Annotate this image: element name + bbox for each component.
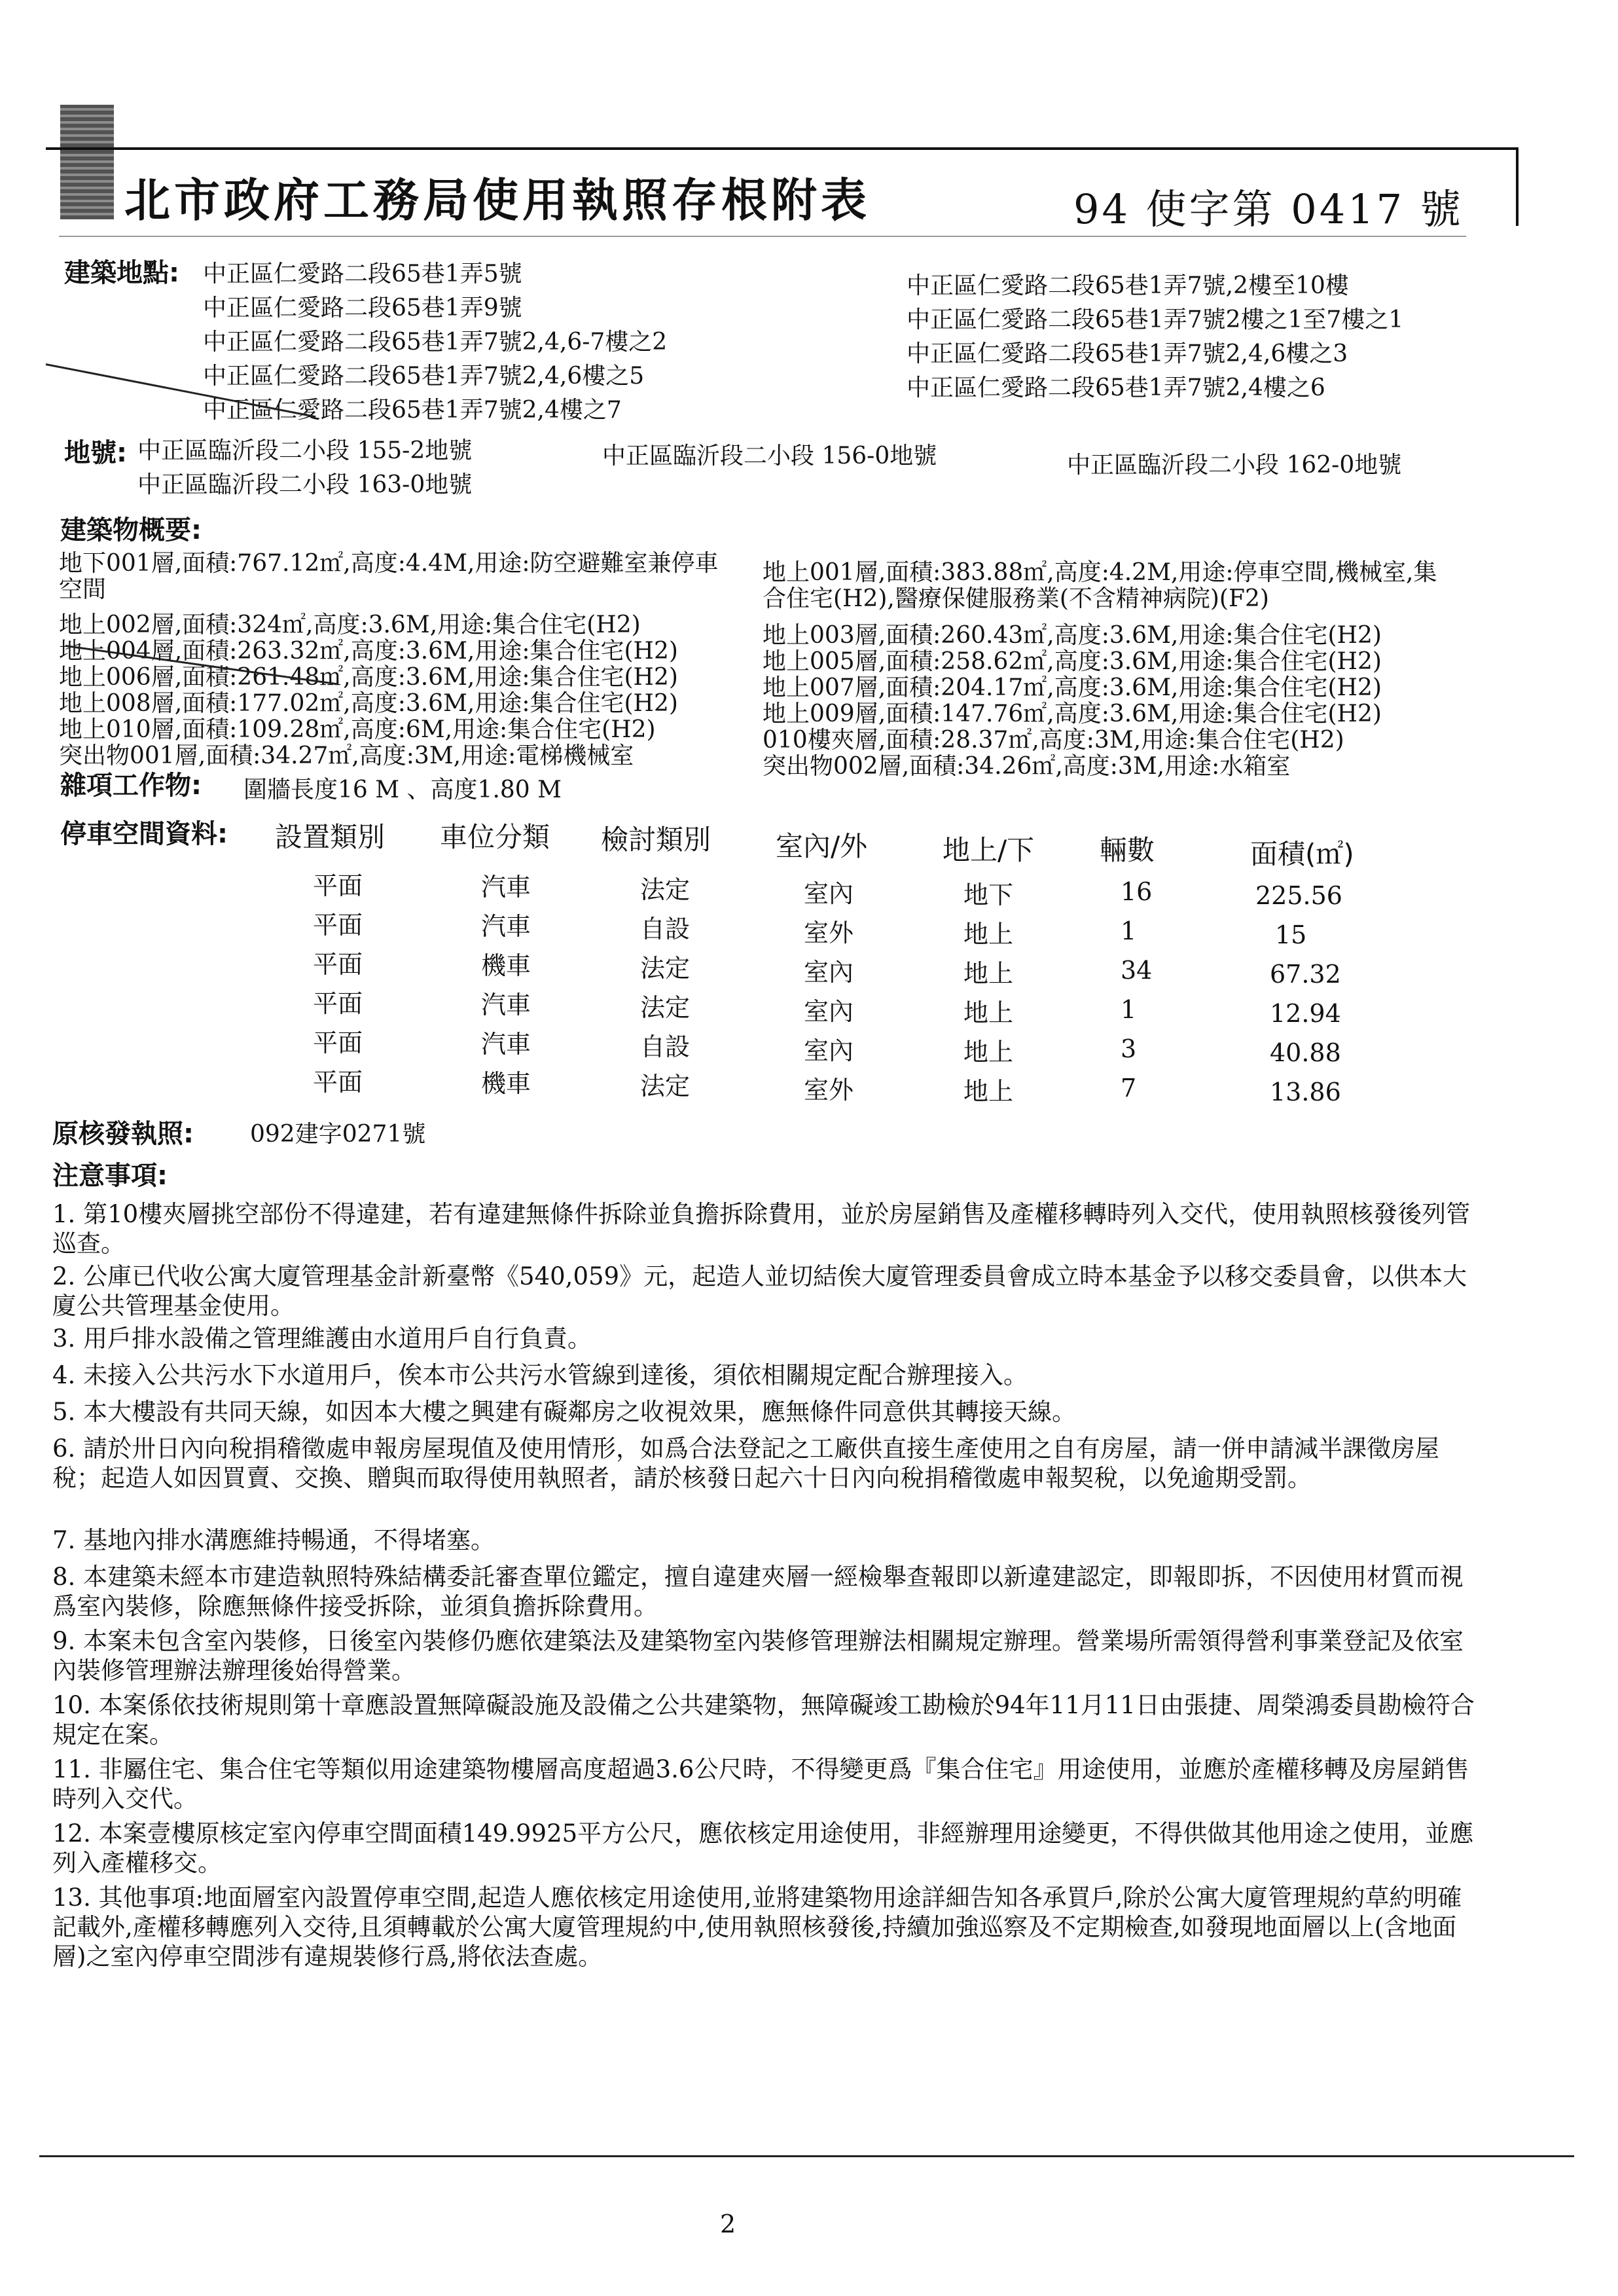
overview-left-6: 地上008層,面積:177.02㎡,高度:3.6M,用途:集合住宅(H2) — [59, 690, 678, 717]
parking-col-above-below: 地上/下 — [943, 834, 1035, 866]
location-left-3: 中正區仁愛路二段65巷1弄7號2,4,6-7樓之2 — [203, 329, 668, 355]
row-1-indoor-outdoor: 室內 — [804, 879, 854, 908]
row-5-space-class: 汽車 — [481, 1030, 531, 1059]
overview-right-1: 地上001層,面積:383.88㎡,高度:4.2M,用途:停車空間,機械室,集 — [763, 559, 1437, 586]
overview-right-7: 010樓夾層,面積:28.37㎡,高度:3M,用途:集合住宅(H2) — [763, 727, 1344, 754]
note-10: 10. 本案係依技術規則第十章應設置無障礙設施及設備之公共建築物，無障礙竣工勘檢於94年11月11日由張捷、周榮鴻委員勘檢符合規定在案。 — [52, 1691, 1475, 1749]
row-3-count: 34 — [1121, 956, 1153, 985]
row-2-count: 1 — [1121, 917, 1137, 945]
row-5-area: 40.88 — [1270, 1038, 1341, 1067]
row-2-review-class: 自設 — [640, 915, 691, 943]
row-6-above-below: 地上 — [963, 1077, 1014, 1106]
lot-1: 中正區臨沂段二小段 155-2地號 — [137, 437, 473, 464]
overview-left-8: 突出物001層,面積:34.27㎡,高度:3M,用途:電梯機械室 — [59, 742, 634, 769]
overview-left-3: 地上002層,面積:324㎡,高度:3.6M,用途:集合住宅(H2) — [59, 611, 641, 638]
row-6-space-class: 機車 — [481, 1069, 531, 1098]
header-frame-right — [1516, 147, 1519, 226]
lots-label: 地號: — [64, 438, 127, 468]
overview-label: 建築物概要: — [60, 515, 202, 545]
overview-left-5: 地上006層,面積:261.48㎡,高度:3.6M,用途:集合住宅(H2) — [59, 664, 678, 691]
row-1-space-class: 汽車 — [481, 873, 531, 902]
row-1-above-below: 地下 — [963, 881, 1014, 909]
notes-label: 注意事項: — [52, 1161, 168, 1191]
note-11: 11. 非屬住宅、集合住宅等類似用途建築物樓層高度超過3.6公尺時，不得變更爲『集合住宅』用途使用，並應於產權移轉及房屋銷售時列入交代。 — [52, 1755, 1469, 1813]
header-divider — [59, 236, 1466, 237]
overview-left-2: 空間 — [59, 576, 107, 603]
row-5-count: 3 — [1121, 1034, 1137, 1063]
overview-right-6: 地上009層,面積:147.76㎡,高度:3.6M,用途:集合住宅(H2) — [763, 701, 1382, 727]
note-7: 7. 基地內排水溝應維持暢通，不得堵塞。 — [52, 1526, 495, 1554]
row-6-area: 13.86 — [1270, 1078, 1341, 1106]
overview-right-8: 突出物002層,面積:34.26㎡,高度:3M,用途:水箱室 — [763, 753, 1291, 780]
note-6: 6. 請於卅日內向稅捐稽徵處申報房屋現值及使用情形，如爲合法登記之工廠供直接生產使用之自有房屋，請一併申請減半課徵房屋稅；起造人如因買賣、交換、贈與而取得使用執照者，請於核發日起六十日內向稅捐稽徵處申報契稅，以免逾期受罰。 — [52, 1434, 1440, 1492]
overview-right-5: 地上007層,面積:204.17㎡,高度:3.6M,用途:集合住宅(H2) — [763, 674, 1382, 701]
location-left-1: 中正區仁愛路二段65巷1弄5號 — [203, 261, 522, 287]
location-right-2: 中正區仁愛路二段65巷1弄7號2樓之1至7樓之1 — [907, 306, 1404, 333]
row-6-count: 7 — [1121, 1074, 1137, 1102]
overview-left-7: 地上010層,面積:109.28㎡,高度:6M,用途:集合住宅(H2) — [59, 716, 656, 743]
row-1-count: 16 — [1121, 877, 1153, 906]
overview-left-1: 地下001層,面積:767.12㎡,高度:4.4M,用途:防空避難室兼停車 — [59, 550, 719, 577]
page-title: 北市政府工務局使用執照存根附表 — [124, 173, 871, 227]
row-5-indoor-outdoor: 室內 — [804, 1036, 854, 1065]
row-4-above-below: 地上 — [963, 998, 1014, 1027]
row-4-indoor-outdoor: 室內 — [804, 997, 854, 1026]
lot-2: 中正區臨沂段二小段 156-0地號 — [602, 443, 937, 469]
location-right-1: 中正區仁愛路二段65巷1弄7號,2樓至10樓 — [907, 272, 1349, 299]
note-3: 3. 用戶排水設備之管理維護由水道用戶自行負責。 — [52, 1324, 592, 1353]
parking-col-indoor-outdoor: 室內/外 — [776, 830, 868, 862]
location-right-4: 中正區仁愛路二段65巷1弄7號2,4樓之6 — [907, 374, 1325, 401]
note-8: 8. 本建築未經本市建造執照特殊結構委託審查單位鑑定，擅自違建夾層一經檢舉查報即以新違建認定，即報即拆，不因使用材質而視爲室內裝修，除應無條件接受拆除，並須負擔拆除費用。 — [52, 1563, 1464, 1620]
location-left-5: 中正區仁愛路二段65巷1弄7號2,4樓之7 — [203, 397, 622, 424]
row-4-space-class: 汽車 — [481, 991, 531, 1019]
note-4: 4. 未接入公共污水下水道用戶，俟本市公共污水管線到達後，須依相關規定配合辦理接入。 — [52, 1361, 1028, 1389]
location-right-3: 中正區仁愛路二段65巷1弄7號2,4,6樓之3 — [907, 340, 1348, 367]
row-6-setup-type: 平面 — [313, 1068, 363, 1097]
location-label: 建築地點: — [64, 258, 179, 288]
parking-col-count: 輛數 — [1100, 834, 1155, 866]
row-5-setup-type: 平面 — [313, 1029, 363, 1057]
page-number: 2 — [720, 2210, 736, 2238]
row-3-area: 67.32 — [1270, 960, 1341, 989]
document-number: 94 使字第 0417 號 — [1073, 185, 1464, 233]
row-5-review-class: 自設 — [640, 1032, 691, 1061]
parking-col-space-class: 車位分類 — [440, 821, 550, 853]
row-2-space-class: 汽車 — [481, 912, 531, 941]
misc-works-label: 雜項工作物: — [60, 771, 202, 801]
parking-label: 停車空間資料: — [60, 819, 228, 849]
note-5: 5. 本大樓設有共同天線，如因本大樓之興建有礙鄰房之收視效果，應無條件同意供其轉接天線。 — [52, 1398, 1077, 1426]
parking-col-setup-type: 設置類別 — [275, 821, 386, 853]
row-5-above-below: 地上 — [963, 1038, 1014, 1066]
lot-4: 中正區臨沂段二小段 163-0地號 — [137, 471, 473, 498]
original-license-label: 原核發執照: — [52, 1119, 194, 1149]
lot-3: 中正區臨沂段二小段 162-0地號 — [1067, 452, 1402, 479]
row-3-setup-type: 平面 — [313, 950, 363, 979]
note-12: 12. 本案壹樓原核定室內停車空間面積149.9925平方公尺，應依核定用途使用，非經辦理用途變更，不得供做其他用途之使用，並應列入產權移交。 — [52, 1819, 1474, 1877]
row-6-review-class: 法定 — [640, 1072, 691, 1101]
row-2-setup-type: 平面 — [313, 911, 363, 939]
footer-divider — [39, 2155, 1574, 2157]
original-license-value: 092建字0271號 — [250, 1121, 426, 1148]
row-2-area: 15 — [1275, 920, 1307, 949]
overview-left-4: 地上004層,面積:263.32㎡,高度:3.6M,用途:集合住宅(H2) — [59, 638, 678, 665]
note-9: 9. 本案未包含室內裝修，日後室內裝修仍應依建築法及建築物室內裝修管理辦法相關規定辦理。營業場所需領得營利事業登記及依室內裝修管理辦法辦理後始得營業。 — [52, 1627, 1464, 1685]
parking-col-area: 面積(㎡) — [1250, 838, 1354, 870]
misc-works-value: 圍牆長度16 M 、高度1.80 M — [243, 776, 562, 803]
note-1: 1. 第10樓夾層挑空部份不得違建，若有違建無條件拆除並負擔拆除費用，並於房屋銷售及產權移轉時列入交代，使用執照核發後列管巡查。 — [52, 1200, 1471, 1258]
row-1-setup-type: 平面 — [313, 871, 363, 900]
row-4-review-class: 法定 — [640, 993, 691, 1022]
row-3-space-class: 機車 — [481, 951, 531, 980]
row-3-review-class: 法定 — [640, 954, 691, 983]
row-1-area: 225.56 — [1255, 881, 1342, 910]
location-left-4: 中正區仁愛路二段65巷1弄7號2,4,6樓之5 — [203, 363, 645, 390]
overview-right-2: 合住宅(H2),醫療保健服務業(不含精神病院)(F2) — [763, 585, 1269, 612]
row-2-above-below: 地上 — [963, 920, 1014, 949]
row-6-indoor-outdoor: 室外 — [804, 1076, 854, 1104]
parking-col-review-class: 檢討類別 — [601, 824, 711, 856]
note-2: 2. 公庫已代收公寓大廈管理基金計新臺幣《540,059》元，起造人並切結俟大廈管理委員會成立時本基金予以移交委員會，以供本大廈公共管理基金使用。 — [52, 1262, 1467, 1320]
row-3-indoor-outdoor: 室內 — [804, 958, 854, 987]
overview-right-4: 地上005層,面積:258.62㎡,高度:3.6M,用途:集合住宅(H2) — [763, 648, 1382, 675]
row-4-area: 12.94 — [1270, 999, 1341, 1028]
row-4-count: 1 — [1121, 995, 1137, 1024]
binder-stamp-mark — [60, 105, 114, 219]
note-13: 13. 其他事項:地面層室內設置停車空間,起造人應依核定用途使用,並將建築物用途詳細告知各承買戶,除於公寓大廈管理規約草約明確記載外,產權移轉應列入交待,且須轉載於公寓大廈管理規約中,使用執照核發後,持續加強巡察及不定期檢查,如發現地面層以上(含地面層)之室內停車空間涉有違規裝修行爲,將依法查處。 — [52, 1884, 1462, 1971]
overview-right-3: 地上003層,面積:260.43㎡,高度:3.6M,用途:集合住宅(H2) — [763, 622, 1382, 649]
row-2-indoor-outdoor: 室外 — [804, 919, 854, 947]
row-4-setup-type: 平面 — [313, 989, 363, 1018]
row-1-review-class: 法定 — [640, 875, 691, 904]
row-3-above-below: 地上 — [963, 959, 1014, 988]
header-frame-top — [46, 147, 1519, 150]
location-left-2: 中正區仁愛路二段65巷1弄9號 — [203, 295, 522, 321]
